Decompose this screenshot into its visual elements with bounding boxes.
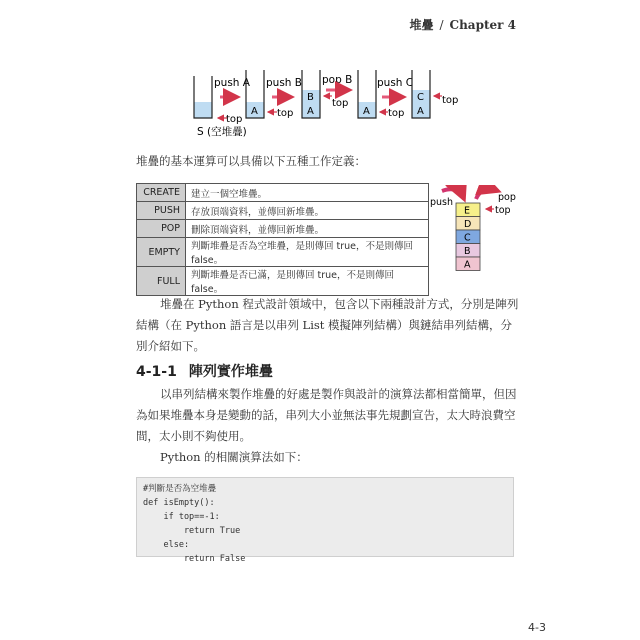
stack-after-push-b [302,70,320,118]
stack-after-pop-b [358,70,376,118]
operation-name: PUSH [137,202,186,220]
intro-text: 堆疊的基本運算可以具備以下五種工作定義： [136,154,366,168]
stack-top-label: top [495,205,511,216]
label-top-4: top [388,108,405,119]
paragraph-3: Python 的相關演算法如下： [160,450,308,464]
stack-push-label: push [430,197,454,208]
paragraph-1: 堆疊在 Python 程式設計領域中，包含以下兩種設計方式，分別是陣列結構（在 Python 語言是以串列 List 模擬陣列結構）與鏈結串列結構，分別介紹如下。 [136,297,519,353]
operation-name: POP [137,220,186,238]
label-push-c: push C [377,77,414,89]
stack-item-label: A [464,259,471,271]
operation-row [137,202,429,220]
label-top-2: top [277,108,294,119]
stack-item-label: D [464,219,472,230]
operation-row [137,220,429,238]
code-block: #判斷是否為空堆疊 def isEmpty(): if top==-1: return True else: return False [136,477,514,557]
section-number: 4-1-1 [136,364,177,380]
item-c-1: C [417,92,424,103]
operation-row [137,267,429,296]
stack-operations-figure [180,66,480,142]
label-top-5: top [442,95,459,106]
operation-name: FULL [137,267,186,296]
label-pop-b: pop B [322,74,353,86]
item-a-2: A [307,106,314,117]
caption-empty-stack: S (空堆疊) [197,126,247,138]
operation-description: 存放頂端資料，並傳回新堆疊。 [186,202,429,220]
operation-description: 判斷堆疊是否為空堆疊，是則傳回 true，不是則傳回 false。 [186,238,429,267]
stack-empty [194,76,212,118]
stack-item-label: C [464,232,471,244]
section-heading [136,361,273,381]
operations-table [136,183,429,296]
stack-column-figure [428,185,528,275]
stack-pop-label: pop [498,192,516,203]
header-separator: / [439,18,444,32]
operation-row [137,184,429,202]
label-push-a: push A [214,77,250,89]
section-title: 陣列實作堆疊 [188,364,273,380]
label-push-b: push B [266,77,302,89]
item-a-4: A [417,106,424,117]
header-chapter: Chapter 4 [449,18,516,32]
item-b-1: B [307,92,314,103]
stack-item-label: B [464,246,471,257]
operation-name: EMPTY [137,238,186,267]
operation-description: 刪除頂端資料，並傳回新堆疊。 [186,220,429,238]
operation-name: CREATE [137,184,186,202]
paragraph-2: 以串列結構來製作堆疊的好處是製作與設計的演算法都相當簡單，但因為如果堆疊本身是變動的話，串列大小並無法事先規劃宣告，太大時浪費空間，太小則不夠使用。 [136,387,517,443]
item-a-3: A [363,106,370,117]
operation-row [137,238,429,267]
operation-description: 建立一個空堆疊。 [186,184,429,202]
label-top-1: top [226,114,243,125]
item-a-1: A [251,106,258,117]
stack-after-push-c [412,70,430,118]
label-top-3: top [332,98,349,109]
operation-description: 判斷堆疊是否已滿，是則傳回 true，不是則傳回 false。 [186,267,429,296]
page-number: 4-3 [528,621,546,634]
stack-item-label: E [464,205,471,217]
page-header [409,16,516,33]
pop-curve-arrow [476,189,498,199]
header-title: 堆疊 [409,18,434,32]
